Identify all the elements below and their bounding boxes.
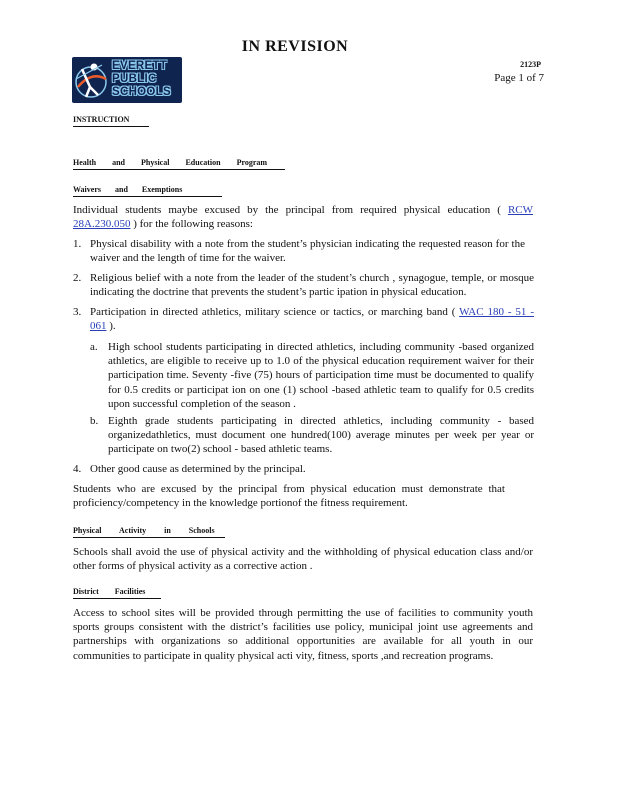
policy-number: 2123P (520, 60, 541, 69)
physical-activity-heading: Physical Activity in Schools (73, 526, 225, 538)
physical-activity-text: Schools shall avoid the use of physical activity and the withholding of physical education class and/or other forms of physical activity as a corrective action . (73, 546, 533, 573)
list-number: 1. (73, 238, 82, 250)
list-number: 4. (73, 463, 82, 475)
sub-item: Eighth grade students participating in directed athletics, including community - based organizedathletics, must document one hundred(100) average minutes per week per year or participate on two(2) school - based athletic teams. (108, 415, 534, 456)
sub-item-marker: a. (90, 341, 98, 353)
waivers-closing: Students who are excused by the principal from physical education must demonstrate that proficiency/competency in the knowledge portionof the fitness requirement. (73, 483, 505, 510)
wac-link[interactable]: WAC 180 - 51 - 061 (90, 306, 534, 333)
waivers-heading: Waivers and Exemptions (73, 185, 222, 197)
list-number: 2. (73, 272, 82, 284)
list-item: Participation in directed athletics, military science or tactics, or marching band ( WAC 180 - 51 - 061 ). (90, 306, 534, 333)
waivers-intro: Individual students maybe excused by the principal from required physical education ( RCW 28A.230.050 ) for the following reasons: (73, 204, 533, 231)
logo-wordmark (112, 60, 180, 98)
district-logo (72, 57, 182, 103)
logo-word-3: SCHOOLS (112, 85, 171, 98)
logo-word-2: PUBLIC (112, 72, 157, 85)
list-number: 3. (73, 306, 82, 318)
facilities-text: Access to school sites will be provided through permitting the use of facilities to community youth sports groups consistent with the district’s facilities use policy, municipal joint use agreements and partnerships with organizations so additional opportunities are available for all youth in our communities to participate in quality physical acti vity, fitness, sports ,and recreation programs. (73, 607, 533, 662)
list-item: Physical disability with a note from the student’s physician indicating the requested reason for the waiver and the length of time for the waiver. (90, 238, 525, 265)
program-heading: Health and Physical Education Program (73, 158, 285, 170)
rcw-link[interactable]: RCW 28A.230.050 (73, 204, 533, 231)
facilities-heading: District Facilities (73, 587, 161, 599)
list-item: Religious belief with a note from the leader of the student’s church , synagogue, temple, or mosque indicating the doctrine that prevents the student’s partic ipation in physical education. (90, 272, 534, 299)
logo-emblem-icon (72, 57, 114, 103)
sub-item-marker: b. (90, 415, 99, 427)
sub-item: High school students participating in directed athletics, including community -based organized athletics, are eligible to receive up to 1.0 of the physical education requirement waiver for their participation time. Seventy -five (75) hours of participation time must be documented to qualify for 0.5 credits or participat ion on one (1) school -based athletic team to qualify for 0.5 credits upon successful completion of the season . (108, 341, 534, 410)
page-number: Page 1 of 7 (494, 72, 544, 84)
list-item: Other good cause as determined by the principal. (90, 463, 306, 475)
page-title: IN REVISION (241, 38, 349, 55)
category-heading: INSTRUCTION (73, 115, 149, 127)
logo-word-1: EVERETT (112, 60, 168, 72)
